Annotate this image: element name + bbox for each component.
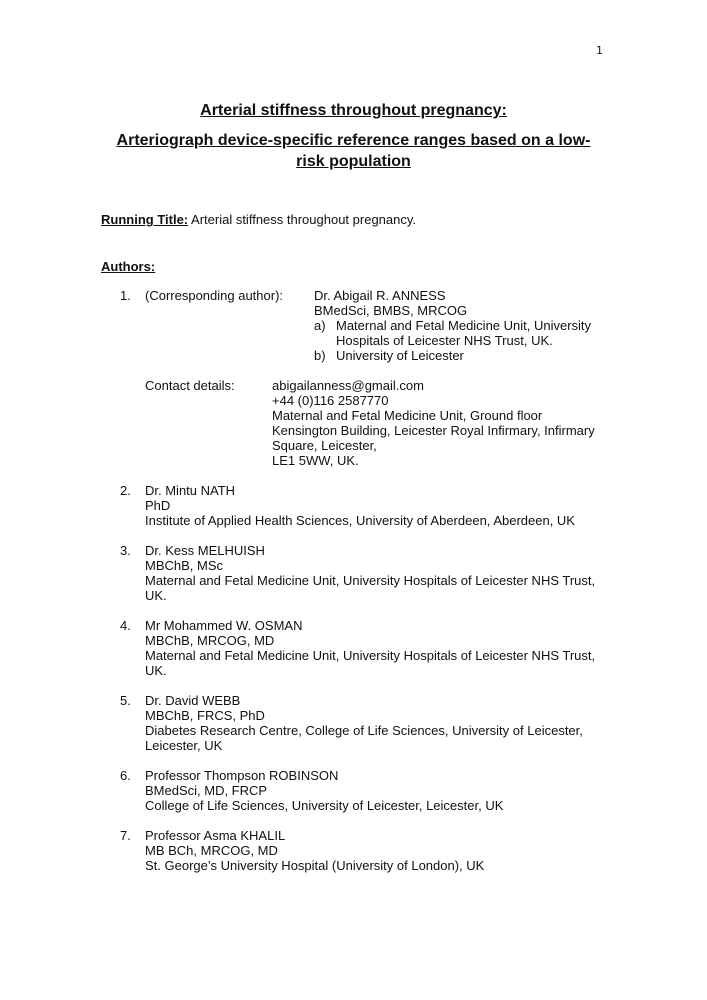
- affil-a-line2: Hospitals of Leicester NHS Trust, UK.: [336, 333, 553, 348]
- author-number: 7.: [120, 828, 131, 843]
- author-details: [145, 543, 595, 603]
- contact-label: Contact details:: [145, 378, 235, 393]
- author-affiliation: Maternal and Fetal Medicine Unit, University Hospitals of Leicester NHS Trust,: [145, 573, 596, 588]
- author-name: Dr. David WEBB: [145, 693, 241, 708]
- author-role: (Corresponding author):: [145, 288, 284, 303]
- author-number: 3.: [120, 543, 131, 558]
- contact-details: [272, 378, 595, 468]
- author-affiliation: College of Life Sciences, University of Leicester, Leicester, UK: [145, 798, 504, 813]
- contact-email: abigailanness@gmail.com: [272, 378, 424, 393]
- running-title-text: Arterial stiffness throughout pregnancy.: [188, 212, 417, 227]
- author-affiliation: Diabetes Research Centre, College of Life Sciences, University of Leicester,: [145, 723, 583, 738]
- author-quals: BMedSci, BMBS, MRCOG: [314, 303, 468, 318]
- affil-b-marker: b): [314, 348, 326, 363]
- page-number: 1: [596, 44, 603, 57]
- author-affiliation: Institute of Applied Health Sciences, University of Aberdeen, Aberdeen, UK: [145, 513, 575, 528]
- contact-address-line: Maternal and Fetal Medicine Unit, Ground floor: [272, 408, 543, 423]
- author-name: Professor Asma KHALIL: [145, 828, 286, 843]
- affil-a-line1: Maternal and Fetal Medicine Unit, University: [336, 318, 592, 333]
- running-title: [101, 212, 416, 227]
- affil-a-marker: a): [314, 318, 326, 333]
- author-number: 1.: [120, 288, 131, 303]
- authors-heading: Authors:: [101, 259, 156, 274]
- author-name: Dr. Mintu NATH: [145, 483, 236, 498]
- contact-phone: +44 (0)116 2587770: [272, 393, 389, 408]
- author-name: Mr Mohammed W. OSMAN: [145, 618, 303, 633]
- author-affiliation: UK.: [145, 663, 167, 678]
- author-quals: MBChB, MSc: [145, 558, 224, 573]
- author-number: 5.: [120, 693, 131, 708]
- author-name: Dr. Kess MELHUISH: [145, 543, 265, 558]
- author-quals: MBChB, MRCOG, MD: [145, 633, 275, 648]
- running-title-label: Running Title:: [101, 212, 189, 227]
- author-name: Professor Thompson ROBINSON: [145, 768, 339, 783]
- author-affiliation: St. George’s University Hospital (University of London), UK: [145, 858, 485, 873]
- author-affiliation: Leicester, UK: [145, 738, 223, 753]
- author-number: 2.: [120, 483, 131, 498]
- author-number: 6.: [120, 768, 131, 783]
- author-quals: MB BCh, MRCOG, MD: [145, 843, 278, 858]
- author-quals: PhD: [145, 498, 171, 513]
- author-quals: BMedSci, MD, FRCP: [145, 783, 268, 798]
- author-details: [145, 693, 583, 753]
- contact-address-line: Square, Leicester,: [272, 438, 377, 453]
- author-quals: MBChB, FRCS, PhD: [145, 708, 265, 723]
- author-details: [145, 828, 484, 873]
- author-number: 4.: [120, 618, 131, 633]
- author-affiliation: UK.: [145, 588, 167, 603]
- author-name: Dr. Abigail R. ANNESS: [314, 288, 446, 303]
- contact-address-line: Kensington Building, Leicester Royal Infirmary, Infirmary: [272, 423, 595, 438]
- author-details: [145, 483, 575, 528]
- contact-address-line: LE1 5WW, UK.: [272, 453, 359, 468]
- title-line-1: Arterial stiffness throughout pregnancy:: [200, 102, 507, 119]
- title-line-2a: Arteriograph device-specific reference ranges based on a low-: [116, 132, 591, 149]
- affil-b: University of Leicester: [336, 348, 464, 363]
- title-line-2b: risk population: [296, 153, 411, 170]
- author-details: [145, 768, 503, 813]
- author-details: [145, 618, 595, 678]
- author-affiliation: Maternal and Fetal Medicine Unit, University Hospitals of Leicester NHS Trust,: [145, 648, 596, 663]
